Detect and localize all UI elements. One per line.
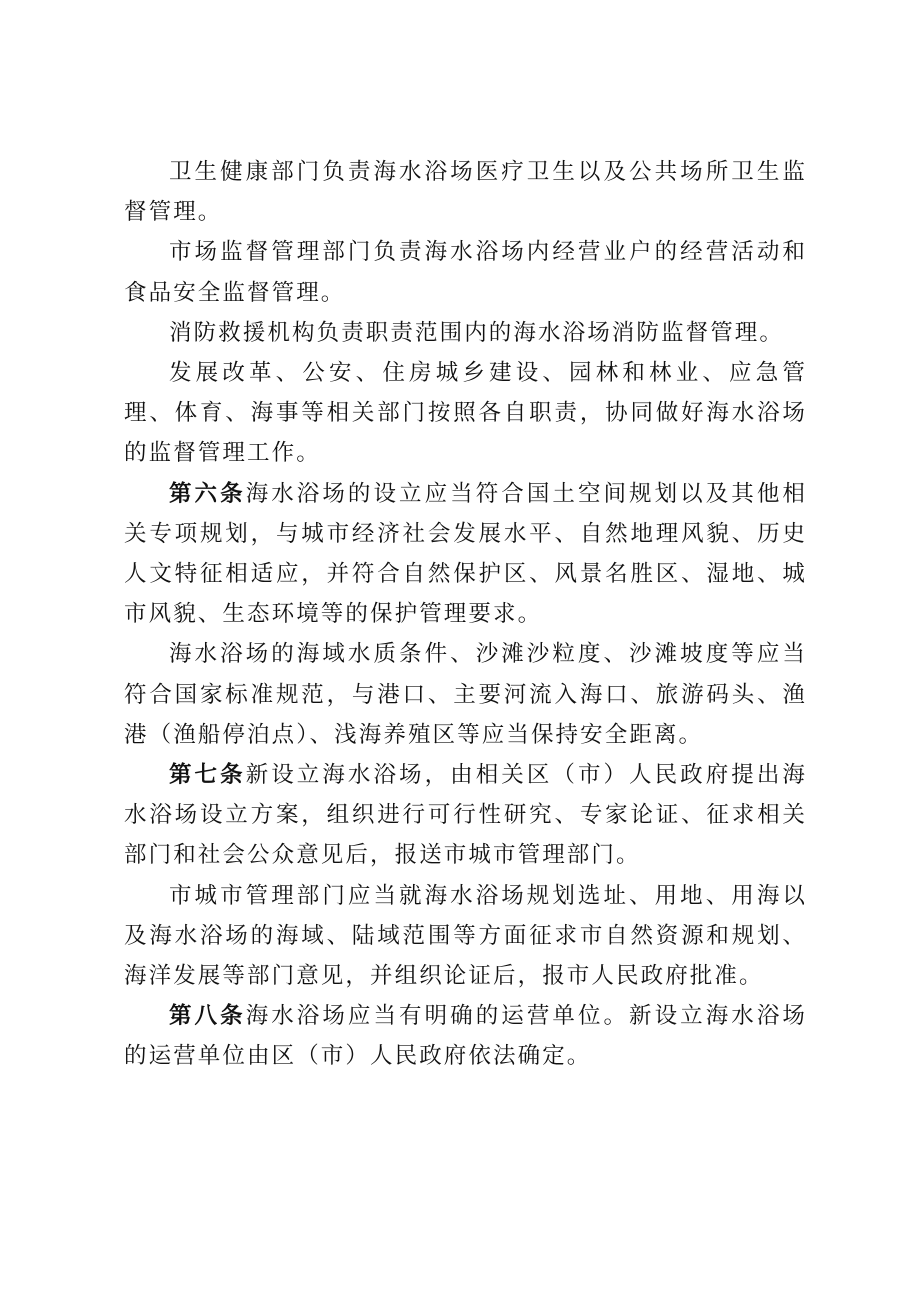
article-7: [124, 755, 807, 876]
paragraph-text: 海水浴场的设立应当符合国土空间规划以及其他相关专项规划，与城市经济社会发展水平、自然地理风貌、历史人文特征相适应，并符合自然保护区、风景名胜区、湿地、城市风貌、生态环境等的保护管理要求。: [124, 480, 807, 628]
document-body: [124, 152, 807, 1077]
paragraph-water-quality: [124, 634, 807, 755]
paragraph-text: 市城市管理部门应当就海水浴场规划选址、用地、用海以及海水浴场的海域、陆域范围等方面征求市自然资源和规划、海洋发展等部门意见，并组织论证后，报市人民政府批准。: [124, 882, 807, 990]
paragraph-text: 市场监督管理部门负责海水浴场内经营业户的经营活动和食品安全监督管理。: [124, 239, 807, 306]
article-label: 第六条: [169, 480, 246, 507]
paragraph-market-supervision: [124, 232, 807, 312]
article-6: [124, 474, 807, 635]
paragraph-text: 海水浴场应当有明确的运营单位。新设立海水浴场的运营单位由区（市）人民政府依法确定。: [124, 1003, 807, 1070]
paragraph-text: 卫生健康部门负责海水浴场医疗卫生以及公共场所卫生监督管理。: [124, 159, 807, 226]
paragraph-text: 发展改革、公安、住房城乡建设、园林和林业、应急管理、体育、海事等相关部门按照各自职责，协同做好海水浴场的监督管理工作。: [124, 360, 807, 467]
paragraph-text: 海水浴场的海域水质条件、沙滩沙粒度、沙滩坡度等应当符合国家标准规范，与港口、主要河流入海口、旅游码头、渔港（渔船停泊点）、浅海养殖区等应当保持安全距离。: [124, 641, 807, 748]
article-label: 第八条: [169, 1003, 246, 1030]
article-8: [124, 996, 807, 1076]
paragraph-text: 消防救援机构负责职责范围内的海水浴场消防监督管理。: [169, 319, 785, 346]
paragraph-text: 新设立海水浴场，由相关区（市）人民政府提出海水浴场设立方案，组织进行可行性研究、专家论证、征求相关部门和社会公众意见后，报送市城市管理部门。: [124, 762, 807, 869]
paragraph-related-departments: [124, 353, 807, 474]
paragraph-health: [124, 152, 807, 232]
paragraph-city-management: [124, 876, 807, 997]
article-label: 第七条: [169, 762, 246, 789]
paragraph-fire-rescue: [124, 313, 807, 353]
